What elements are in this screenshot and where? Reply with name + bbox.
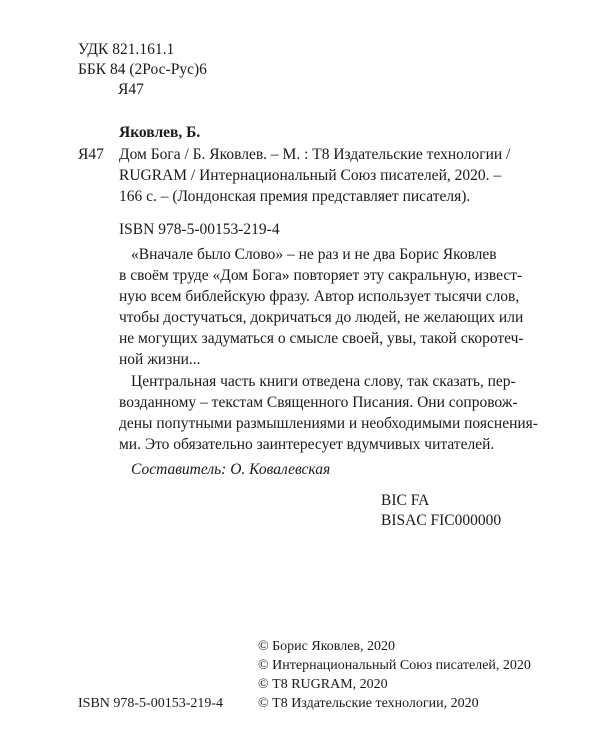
author-heading: Яковлев, Б. — [119, 124, 201, 141]
isbn-bottom: ISBN 978-5-00153-219-4 — [78, 696, 224, 711]
annotation-line: чтобы достучаться, докричаться до людей, не желающих или — [119, 309, 524, 326]
udk-code: УДК 821.161.1 — [78, 41, 175, 58]
bibliographic-line: Дом Бога / Б. Яковлев. – М. : Т8 Издательские технологии / — [119, 146, 511, 163]
annotation-line: дены попутными размышлениями и необходимыми пояснения- — [119, 415, 538, 432]
annotation-line: возданному – текстам Священного Писания. Они сопровож- — [119, 394, 518, 411]
copyright-line: © Борис Яковлев, 2020 — [258, 639, 396, 654]
bibliographic-line: RUGRAM / Интернациональный Союз писателей, 2020. – — [119, 167, 502, 184]
bibliographic-line: 166 с. – (Лондонская премия представляет писателя). — [119, 188, 471, 205]
annotation-line: Центральная часть книги отведена слову, так сказать, пер- — [131, 373, 516, 390]
copyright-line: © Т8 Издательские технологии, 2020 — [258, 696, 479, 711]
bisac-code: BISAC FIC000000 — [381, 512, 502, 529]
bic-code: BIC FA — [381, 492, 430, 509]
annotation-line: в своём труде «Дом Бога» повторяет эту сакральную, извест- — [119, 267, 523, 284]
compiler-credit: Составитель: О. Ковалевская — [131, 461, 331, 478]
annotation-line: ной жизни... — [119, 351, 201, 368]
author-mark-side: Я47 — [78, 146, 104, 163]
bbk-code: ББК 84 (2Рос-Рус)6 — [78, 61, 207, 78]
annotation-line: «Вначале было Слово» – не раз и не два Борис Яковлев — [131, 246, 497, 263]
author-mark-top: Я47 — [118, 81, 144, 98]
annotation-line: ми. Это обязательно заинтересует вдумчивых читателей. — [119, 436, 495, 453]
copyright-line: © Интернациональный Союз писателей, 2020 — [258, 658, 531, 673]
annotation-line: не могущих задуматься о смысле своей, увы, такой скоротеч- — [119, 330, 524, 347]
annotation-line: ную всем библейскую фразу. Автор использует тысячи слов, — [119, 288, 520, 305]
isbn-main: ISBN 978-5-00153-219-4 — [119, 221, 280, 238]
copyright-line: © Т8 RUGRAM, 2020 — [258, 677, 388, 692]
